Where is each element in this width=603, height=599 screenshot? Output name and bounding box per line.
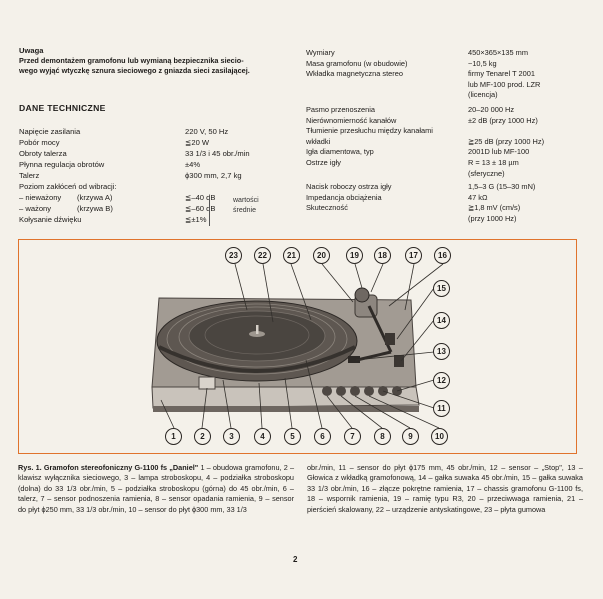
spec-label: Wkładka magnetyczna stereo (306, 69, 403, 79)
spec-label: Nierównomierność kanałów (306, 115, 397, 125)
callout-11: 11 (433, 400, 450, 417)
callout-22: 22 (254, 247, 271, 264)
spec-label: wkładki (306, 136, 331, 146)
sensor-7 (322, 386, 332, 396)
callout-3: 3 (223, 428, 240, 445)
spec-row (306, 69, 576, 80)
spec-row (306, 48, 576, 59)
warning-line-2: wego wyjąć wtyczkę sznura sieciowego z gniazda sieci zasilającej. (19, 66, 250, 76)
spec-value: ±2 dB (przy 1000 Hz) (468, 115, 538, 125)
spec-label: Masa gramofonu (w obudowie) (306, 58, 408, 68)
spec-label: Napięcie zasilania (19, 127, 81, 136)
spec-row (306, 80, 576, 91)
spec-label: Skuteczność (306, 203, 348, 213)
spec-row (306, 105, 576, 116)
spec-value: R = 13 ± 18 µm (468, 157, 519, 167)
callout-20: 20 (313, 247, 330, 264)
callout-4: 4 (254, 428, 271, 445)
spec-row (19, 170, 242, 181)
spec-row (19, 159, 239, 170)
spec-row (306, 147, 576, 158)
spec-label: Talerz (19, 171, 40, 180)
spec-value: firmy Tenarel T 2001 (468, 69, 535, 79)
callout-18: 18 (374, 247, 391, 264)
page-number: 2 (293, 555, 298, 564)
turntable-figure-frame (18, 239, 577, 454)
spec-row (306, 169, 576, 180)
spec-row (306, 182, 576, 193)
brace-text-2: średnie (233, 207, 256, 214)
spec-curve: (krzywa B) (77, 204, 113, 213)
spindle (256, 325, 259, 334)
turntable-base (153, 406, 419, 412)
spec-label: – ważony (19, 204, 52, 213)
callout-10: 10 (431, 428, 448, 445)
section-title: DANE TECHNICZNE (19, 103, 106, 113)
sensor-9 (350, 386, 360, 396)
spec-value: ≦–60 dB (185, 204, 216, 213)
spec-label: Ostrze igły (306, 157, 341, 167)
spec-value: (sferyczne) (468, 168, 505, 178)
spec-value: ±4% (185, 160, 201, 169)
spec-value: (przy 1000 Hz) (468, 213, 517, 223)
callout-16: 16 (434, 247, 451, 264)
spec-label: Płynna regulacja obrotów (19, 160, 105, 169)
spec-label: Tłumienie przesłuchu między kanałami (306, 126, 433, 136)
spec-value: 450×365×135 mm (468, 48, 528, 57)
spec-row (19, 137, 239, 148)
callout-8: 8 (374, 428, 391, 445)
power-key (199, 377, 215, 389)
callout-15: 15 (433, 280, 450, 297)
spec-value: ≧1,8 mV (cm/s) (468, 203, 521, 213)
sensor-10 (364, 386, 374, 396)
brace-line (209, 198, 214, 226)
spec-label: Wymiary (306, 48, 335, 57)
warning-line-1: Przed demontażem gramofonu lub wymianą bezpiecznika siecio- (19, 56, 244, 65)
tonearm-counterweight (355, 288, 369, 302)
figure-caption-right: obr./min, 11 – sensor do płyt ϕ175 mm, 45 obr./min, 12 – sensor – „Stop", 13 – Głowica z wkładką gramofonową, 14 – gałka suwaka 45 obr./min, 15 – gałka suwaka 33 1/3 obr./min, 16 – złącze pokrętne ramienia, 17 – chassis gramofonu G-1100 fs, 18 – wspornik ramienia, 19 – ramię typu R3, 20 – przeciwwaga ramienia, 21 – pierścień skalowany, 22 – urządzenie antyskatingowe, 23 – płyta gumowa (307, 463, 583, 514)
callout-9: 9 (402, 428, 419, 445)
spec-row (306, 203, 576, 214)
spec-row (19, 148, 250, 159)
figure-caption-text-left: 1 – obudowa gramofonu, 2 – klawisz wyłącznika sieciowego, 3 – lampa stroboskopu, 4 – podziałka stroboskopu (dolna) do 33 1/3 obr./min, 5 – podziałka stroboskopu (górna) do 45 obr./min, 6 – talerz, 7 – sensor podnoszenia ramienia, 8 – sensor opadania ramienia, 9 – sensor do płyt ϕ250 mm, 33 1/3 obr./min, 10 – sensor do płyt ϕ300 mm, 33 1/3 (18, 463, 295, 514)
spec-row (306, 137, 576, 148)
spec-label: Impedancja obciążenia (306, 192, 382, 202)
callout-5: 5 (284, 428, 301, 445)
warning-title: Uwaga (19, 46, 44, 55)
spec-label: – nieważony (19, 193, 62, 202)
slider-knob-45 (394, 355, 404, 367)
spec-value: 2001D lub MF-100 (468, 147, 530, 157)
spec-value: ≧25 dB (przy 1000 Hz) (468, 136, 545, 146)
callout-21: 21 (283, 247, 300, 264)
spec-label: Pobór mocy (19, 138, 60, 147)
spec-value: ≦–40 dB (185, 193, 216, 202)
spec-row (19, 214, 239, 225)
spec-label: Obroty talerza (19, 149, 67, 158)
spec-row (19, 181, 239, 192)
callout-13: 13 (433, 343, 450, 360)
spec-value: 20–20 000 Hz (468, 104, 515, 114)
spec-label: Pasmo przenoszenia (306, 104, 376, 114)
spec-row (306, 193, 576, 204)
spec-row (19, 203, 239, 214)
spec-row (306, 59, 576, 70)
spec-label: Igła diamentowa, typ (306, 147, 374, 157)
warning-block (19, 46, 304, 77)
callout-1: 1 (165, 428, 182, 445)
brace-text-1: wartości (233, 197, 259, 204)
specs-right (306, 48, 576, 225)
spec-row (306, 158, 576, 169)
spec-value: lub MF-100 prod. LZR (468, 79, 541, 89)
spec-curve: (krzywa A) (77, 193, 113, 202)
spec-value: 1,5–3 G (15–30 mN) (468, 182, 536, 192)
callout-23: 23 (225, 247, 242, 264)
spec-row (306, 116, 576, 127)
spec-value: 33 1/3 i 45 obr./min (185, 149, 250, 158)
spec-value: ≦20 W (185, 138, 210, 147)
figure-caption-title: Rys. 1. Gramofon stereofoniczny G-1100 fs „Daniel" (18, 463, 199, 472)
average-values-note (209, 196, 259, 232)
spec-label: Poziom zakłóceń od wibracji: (19, 182, 117, 191)
callout-19: 19 (346, 247, 363, 264)
callout-14: 14 (433, 312, 450, 329)
spec-value: 47 kΩ (468, 192, 488, 202)
spec-row (19, 126, 239, 137)
spec-value: 220 V, 50 Hz (185, 127, 229, 136)
spec-row (306, 90, 576, 101)
spec-row (306, 126, 576, 137)
sensor-8 (336, 386, 346, 396)
callout-7: 7 (344, 428, 361, 445)
callout-17: 17 (405, 247, 422, 264)
turntable-illustration (19, 240, 575, 452)
spec-label: Nacisk roboczy ostrza igły (306, 182, 392, 192)
figure-caption-left (18, 463, 294, 515)
spec-row (19, 192, 239, 203)
spec-value: ≦±1% (185, 215, 207, 224)
callout-6: 6 (314, 428, 331, 445)
spec-label: Kołysanie dźwięku (19, 215, 82, 224)
spec-value: (licencja) (468, 90, 498, 100)
slider-knob-33 (385, 333, 395, 345)
callout-2: 2 (194, 428, 211, 445)
spec-value: ϕ300 mm, 2,7 kg (185, 171, 242, 180)
spec-row (306, 214, 576, 225)
callout-12: 12 (433, 372, 450, 389)
spec-value: ~10,5 kg (468, 58, 497, 68)
